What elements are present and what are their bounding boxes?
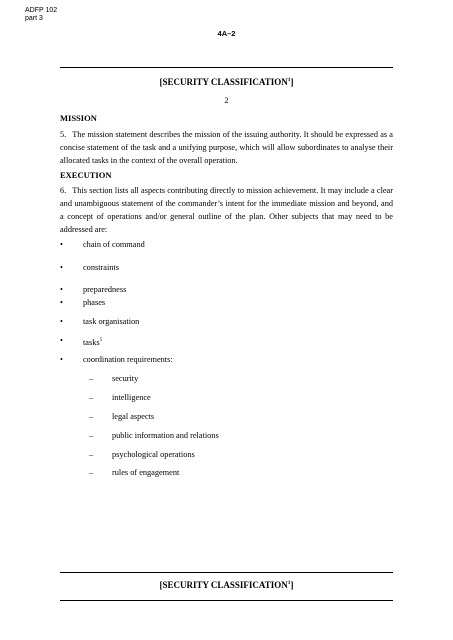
dash-marker: – [89, 393, 94, 402]
footnote-ref: 5 [99, 338, 103, 343]
paragraph-number: 6. [60, 186, 67, 195]
list-item-text: preparedness [83, 285, 127, 294]
sub-list-item-text: security [112, 374, 139, 383]
paragraph-text: The mission statement describes the mission of the issuing authority. It should be expressed as a concise statement of the task and a unifying purpose, which will allow subordinates to analyse their allocated tasks in the context of the overall operation. [60, 130, 393, 165]
sub-list-item-text: intelligence [112, 393, 151, 402]
list-item-text: coordination requirements: [83, 355, 173, 364]
bullet-marker: • [60, 336, 63, 345]
list-item-text: chain of command [83, 240, 145, 249]
dash-marker: – [89, 374, 94, 383]
paragraph-text: This section lists all aspects contributing directly to mission achievement. It may include a clear and unambiguous statement of the commander’s intent for the immediate mission and beyond, and a concept of operations and/or general outline of the plan. Other subjects that may need to be addressed are: [60, 186, 393, 234]
bullet-marker: • [60, 355, 63, 364]
sub-list-item-text: psychological operations [112, 450, 195, 459]
footnote-ref: 1 [287, 77, 291, 83]
sub-list-item-text: rules of engagement [112, 468, 180, 477]
footer-bottom-rule [60, 600, 393, 601]
page-number: 2 [224, 95, 229, 105]
dash-marker: – [89, 431, 94, 440]
footnote-ref: 1 [287, 580, 291, 586]
document-id: ADFP 102 [25, 7, 58, 14]
execution-heading: EXECUTION [60, 170, 112, 180]
paragraph-number: 5. [60, 130, 67, 139]
classification-footer: [SECURITY CLASSIFICATION$^1$] [159, 580, 294, 590]
dash-marker: – [89, 412, 94, 421]
page-code: 4A–2 [217, 29, 236, 38]
sub-list-item-text: public information and relations [112, 431, 219, 440]
list-item-text: constraints [83, 263, 119, 272]
bullet-marker: • [60, 317, 63, 326]
mission-paragraph [60, 128, 393, 167]
dash-marker: – [89, 468, 94, 477]
sub-list-item-text: legal aspects [112, 412, 155, 421]
list-item-text: phases [83, 298, 106, 307]
bullet-marker: • [60, 285, 63, 294]
document-part: part 3 [25, 15, 43, 22]
classification-header: [SECURITY CLASSIFICATION$^1$] [159, 77, 294, 87]
mission-heading: MISSION [60, 113, 97, 123]
bullet-marker: • [60, 263, 63, 272]
dash-marker: – [89, 450, 94, 459]
top-rule [60, 67, 393, 68]
list-item-text: task organisation [83, 317, 140, 326]
bullet-marker: • [60, 298, 63, 307]
list-item-text: tasks$^5$ [83, 337, 103, 347]
footer-top-rule [60, 572, 393, 573]
execution-paragraph [60, 184, 393, 236]
bullet-marker: • [60, 240, 63, 249]
